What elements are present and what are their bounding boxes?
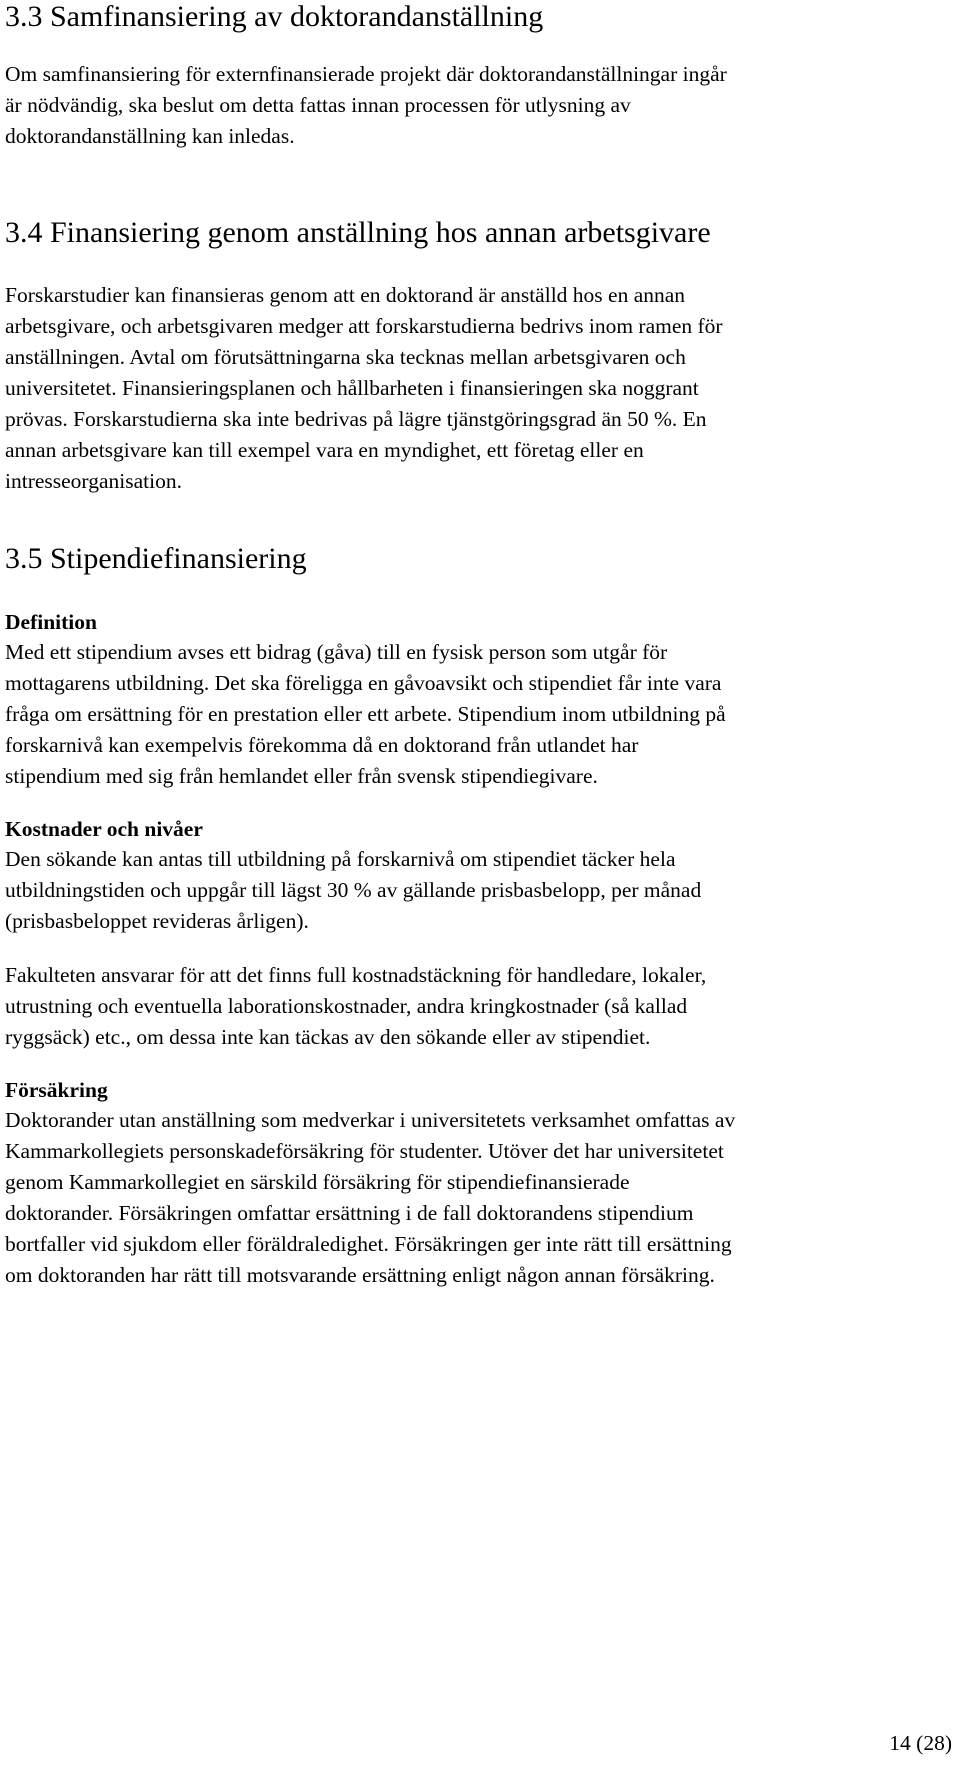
section-3-3-paragraph: [5, 59, 955, 152]
text-line: Om samfinansiering för externfinansierade projekt där doktorandanställningar ingår: [5, 62, 727, 86]
page-number: 14 (28): [889, 1731, 952, 1755]
text-line: mottagarens utbildning. Det ska föreligga en gåvoavsikt och stipendiet får inte vara: [5, 671, 722, 695]
insurance-paragraph: [5, 1105, 955, 1291]
text-line: Kammarkollegiets personskadeförsäkring för studenter. Utöver det har universitetet: [5, 1139, 724, 1163]
text-line: doktorander. Försäkringen omfattar ersättning i de fall doktorandens stipendium: [5, 1201, 694, 1225]
text-line: Doktorander utan anställning som medverkar i universitetets verksamhet omfattas av: [5, 1108, 736, 1132]
text-line: arbetsgivare, och arbetsgivaren medger att forskarstudierna bedrivs inom ramen för: [5, 314, 723, 338]
text-line: prövas. Forskarstudierna ska inte bedrivas på lägre tjänstgöringsgrad än 50 %. En: [5, 407, 707, 431]
text-line: Forskarstudier kan finansieras genom att en doktorand är anställd hos en annan: [5, 283, 686, 307]
costs-paragraph-1: [5, 844, 955, 937]
text-line: anställningen. Avtal om förutsättningarna ska tecknas mellan arbetsgivaren och: [5, 345, 686, 369]
text-line: universitetet. Finansieringsplanen och hållbarheten i finansieringen ska noggrant: [5, 376, 699, 400]
subheading-definition: Definition: [5, 610, 97, 634]
text-line: fråga om ersättning för en prestation eller ett arbete. Stipendium inom utbildning på: [5, 702, 726, 726]
text-line: Den sökande kan antas till utbildning på forskarnivå om stipendiet täcker hela: [5, 847, 676, 871]
costs-paragraph-2: [5, 960, 955, 1053]
section-heading-3-3: 3.3 Samfinansiering av doktorandanställning: [5, 0, 544, 33]
text-line: utrustning och eventuella laborationskostnader, andra kringkostnader (så kallad: [5, 994, 688, 1018]
text-line: (prisbasbeloppet revideras årligen).: [5, 909, 309, 933]
subheading-insurance: Försäkring: [5, 1078, 108, 1102]
text-line: doktorandanställning kan inledas.: [5, 124, 295, 148]
section-heading-3-5: 3.5 Stipendiefinansiering: [5, 542, 307, 575]
text-line: intresseorganisation.: [5, 469, 182, 493]
text-line: genom Kammarkollegiet en särskild försäkring för stipendiefinansierade: [5, 1170, 630, 1194]
section-heading-3-4: 3.4 Finansiering genom anställning hos annan arbetsgivare: [5, 216, 711, 249]
definition-paragraph: [5, 637, 955, 792]
text-line: ryggsäck) etc., om dessa inte kan täckas av den sökande eller av stipendiet.: [5, 1025, 651, 1049]
text-line: annan arbetsgivare kan till exempel vara en myndighet, ett företag eller en: [5, 438, 644, 462]
text-line: stipendium med sig från hemlandet eller från svensk stipendiegivare.: [5, 764, 598, 788]
text-line: bortfaller vid sjukdom eller föräldraledighet. Försäkringen ger inte rätt till ersättning: [5, 1232, 732, 1256]
text-line: utbildningstiden och uppgår till lägst 30 % av gällande prisbasbelopp, per månad: [5, 878, 702, 902]
text-line: Fakulteten ansvarar för att det finns full kostnadstäckning för handledare, lokaler,: [5, 963, 707, 987]
text-line: forskarnivå kan exempelvis förekomma då en doktorand från utlandet har: [5, 733, 639, 757]
text-line: är nödvändig, ska beslut om detta fattas innan processen för utlysning av: [5, 93, 631, 117]
subheading-costs-levels: Kostnader och nivåer: [5, 817, 203, 841]
text-line: om doktoranden har rätt till motsvarande ersättning enligt någon annan försäkring.: [5, 1263, 715, 1287]
text-line: Med ett stipendium avses ett bidrag (gåva) till en fysisk person som utgår för: [5, 640, 668, 664]
section-3-4-paragraph: [5, 280, 955, 497]
